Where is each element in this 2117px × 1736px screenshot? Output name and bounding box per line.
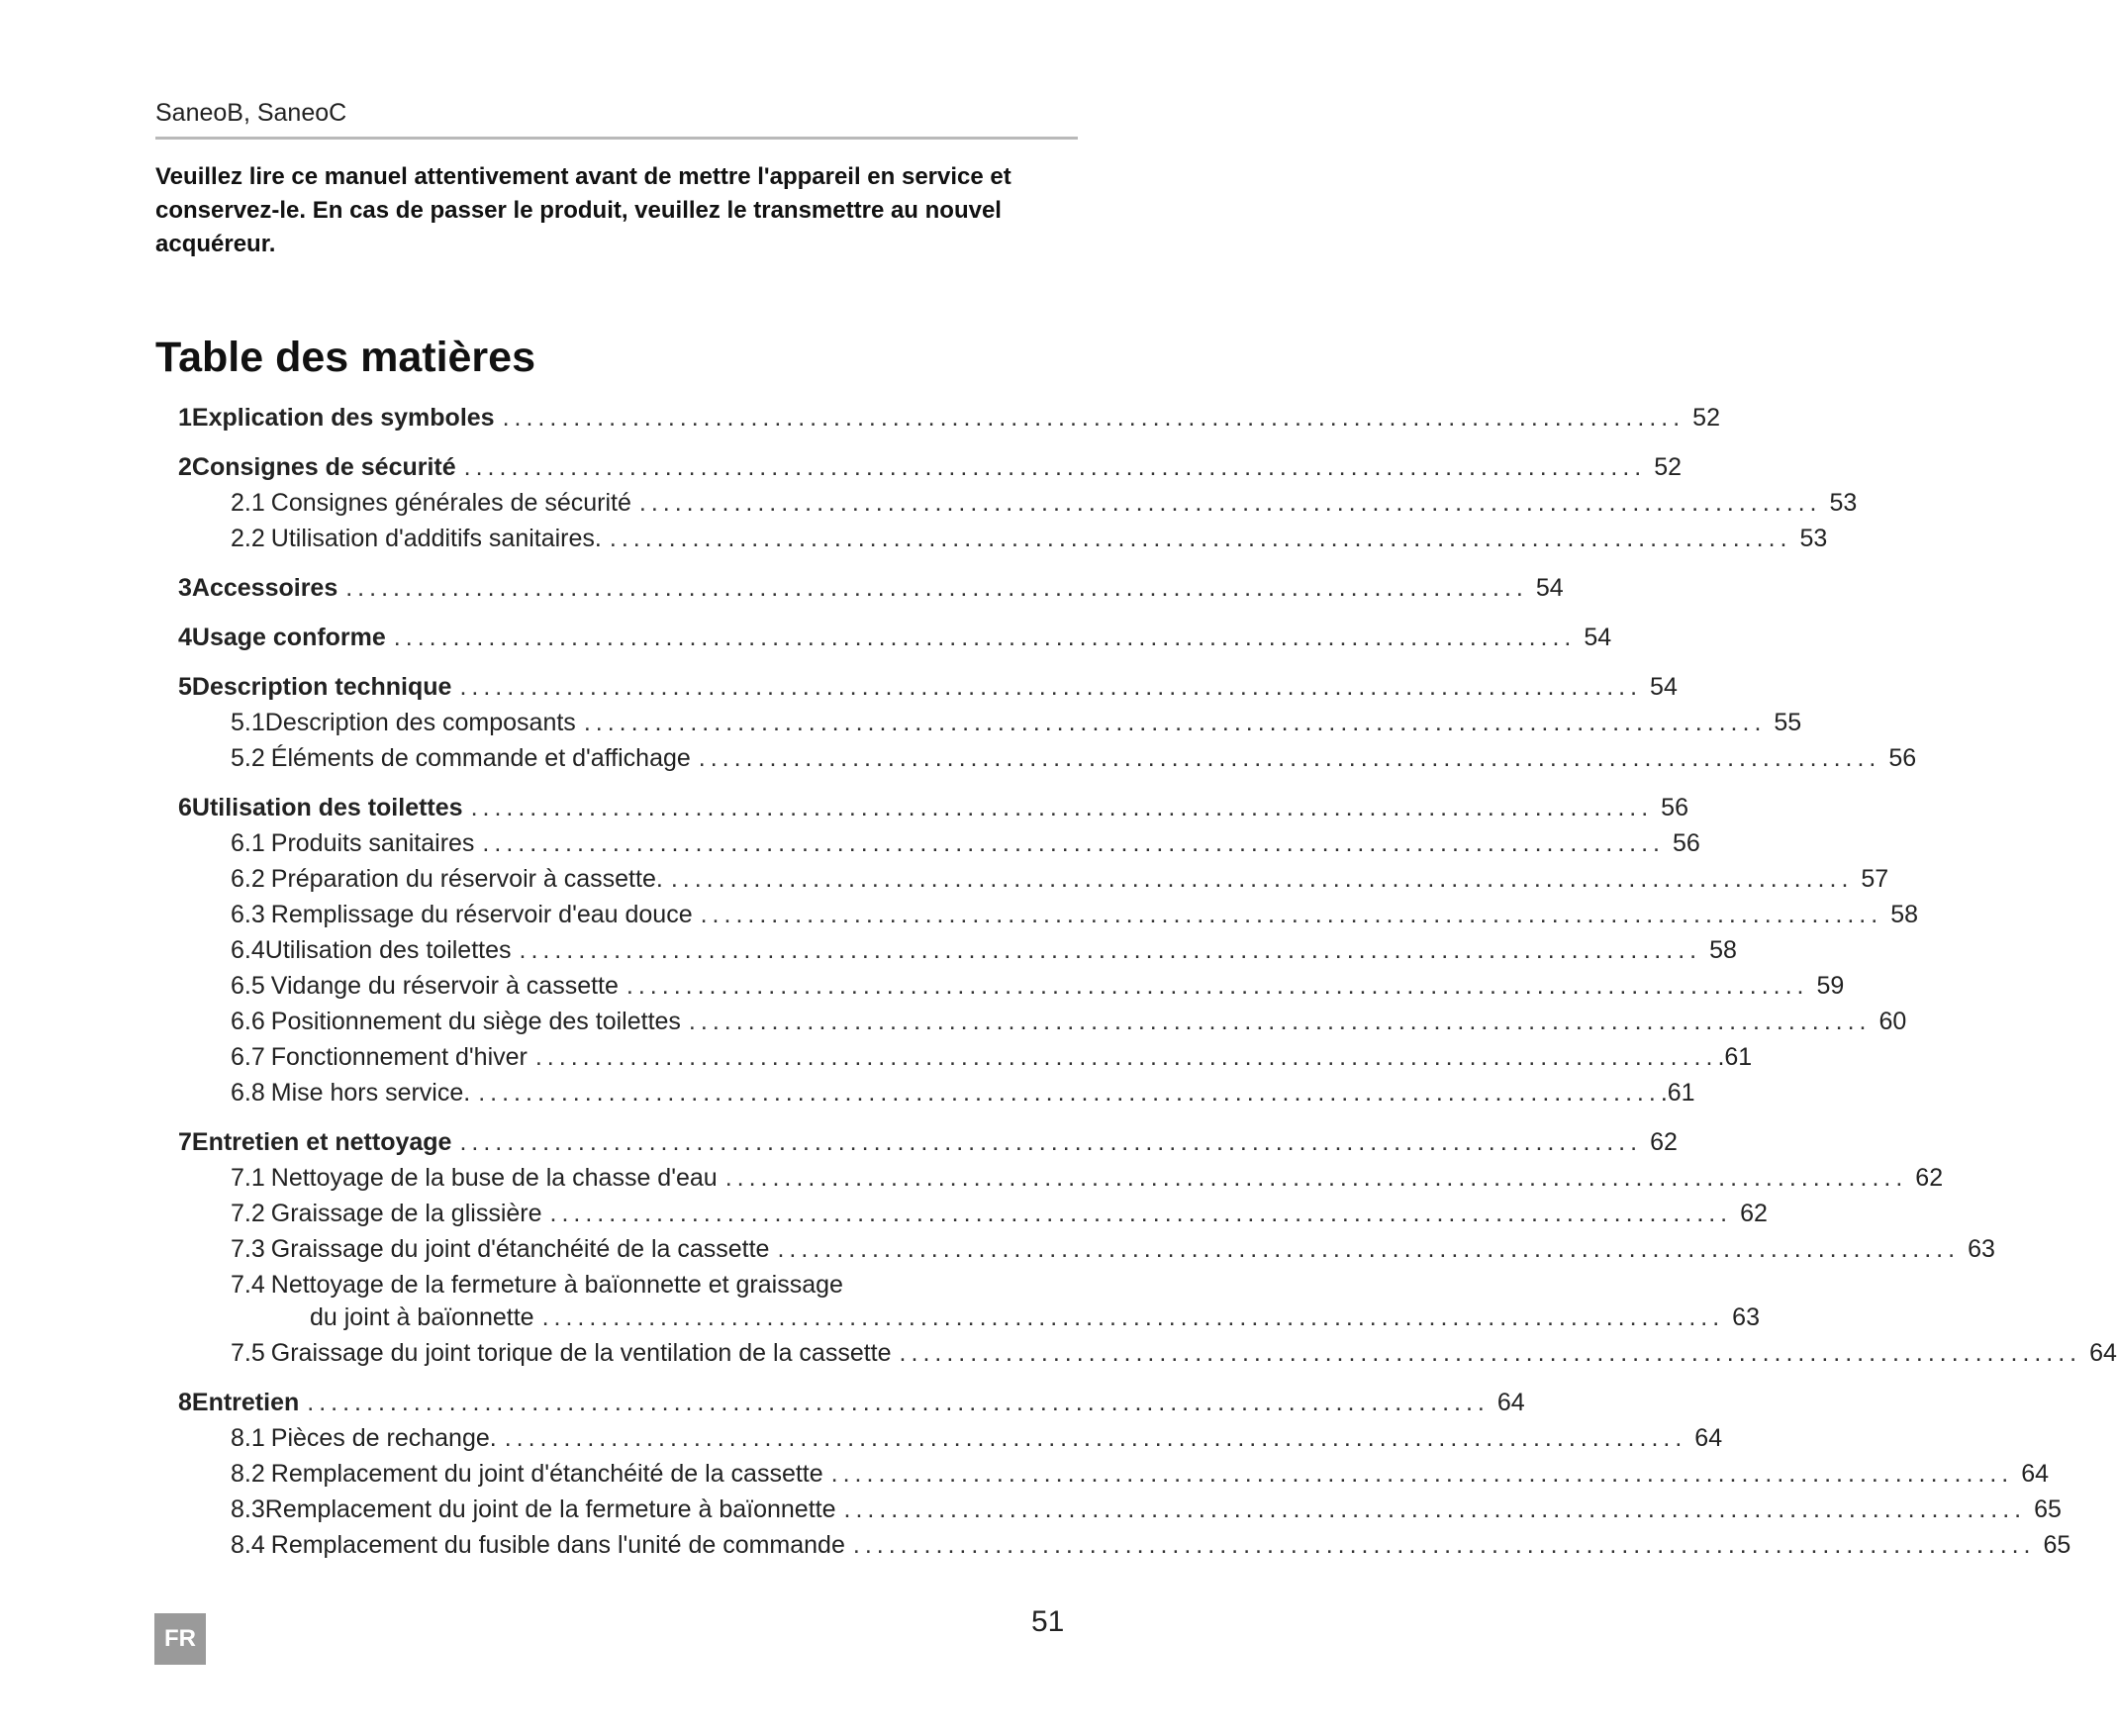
toc-section-8-1[interactable] [231, 1424, 1723, 1453]
toc-section-7-3[interactable] [231, 1235, 1995, 1264]
toc-leader: .................................................................................................... [541, 1303, 1725, 1331]
toc-section-number: 6.6 [231, 1008, 265, 1035]
toc-chapter-3[interactable] [178, 574, 1564, 603]
toc-leader: .................................................................................................... [459, 1128, 1643, 1156]
toc-section-number: 7.3 [231, 1235, 265, 1263]
toc-chapter-title: Explication des symboles [191, 404, 495, 432]
toc-section-title: Fonctionnement d'hiver [270, 1043, 528, 1071]
product-name: SaneoB, SaneoC [155, 99, 347, 127]
toc-section-6-2[interactable] [231, 865, 1889, 894]
toc-page-number: 64 [2089, 1339, 2117, 1367]
toc-leader: .................................................................................................... [777, 1235, 1961, 1263]
toc-section-5-2[interactable] [231, 744, 1917, 773]
toc-chapter-5[interactable] [178, 673, 1678, 702]
toc-section-number: 5.2 [231, 744, 265, 772]
toc-section-title: Utilisation des toilettes [264, 936, 512, 964]
toc-leader: .................................................................................................... [724, 1164, 1908, 1192]
toc-section-number: 6.7 [231, 1043, 265, 1071]
toc-section-7-4-continued[interactable] [310, 1303, 1760, 1332]
toc-section-title: Positionnement du siège des toilettes [270, 1008, 681, 1035]
toc-section-number: 8.4 [231, 1531, 265, 1559]
toc-section-title: Remplacement du joint de la fermeture à baïonnette [264, 1495, 836, 1523]
toc-page-number: 56 [1673, 829, 1700, 857]
toc-section-number: 8.3 [231, 1495, 265, 1523]
toc-section-number: 7.2 [231, 1200, 265, 1227]
toc-chapter-title: Consignes de sécurité [191, 453, 456, 481]
toc-section-7-4[interactable] [231, 1271, 1079, 1300]
toc-section-number: 6.5 [231, 972, 265, 1000]
toc-section-title: Pièces de rechange. [270, 1424, 497, 1452]
toc-leader: .................................................................................................... [549, 1200, 1733, 1227]
toc-page-number: 58 [1890, 901, 1919, 928]
toc-section-number: 2.2 [231, 525, 265, 552]
toc-section-title: Éléments de commande et d'affichage [270, 744, 691, 772]
toc-section-number: 6.1 [231, 829, 265, 857]
toc-section-title: Nettoyage de la fermeture à baïonnette et graissage [270, 1271, 843, 1299]
toc-section-number: 7.1 [231, 1164, 265, 1192]
toc-section-6-7[interactable] [231, 1043, 1753, 1072]
toc-page-number: 54 [1535, 574, 1564, 602]
toc-page-number: 59 [1816, 972, 1845, 1000]
toc-section-title: Consignes générales de sécurité [270, 489, 631, 517]
header-divider [155, 137, 1078, 140]
toc-section-title: Description des composants [264, 709, 576, 736]
toc-chapter-title: Entretien [191, 1389, 300, 1416]
toc-chapter-number: 4 [178, 624, 192, 651]
toc-section-number: 8.1 [231, 1424, 265, 1452]
toc-page-number: 64 [2021, 1460, 2050, 1488]
toc-section-title: Remplissage du réservoir d'eau douce [270, 901, 693, 928]
toc-section-title: Graissage du joint torique de la ventilation de la cassette [270, 1339, 892, 1367]
toc-chapter-title: Entretien et nettoyage [191, 1128, 452, 1156]
toc-section-7-5[interactable] [231, 1339, 2117, 1368]
toc-leader: .................................................................................................... [519, 936, 1702, 964]
toc-chapter-number: 7 [178, 1128, 192, 1156]
toc-leader: .................................................................................................... [345, 574, 1528, 602]
toc-section-number: 6.8 [231, 1079, 265, 1107]
toc-leader: .................................................................................................... [698, 744, 1881, 772]
toc-page-number: 64 [1694, 1424, 1723, 1452]
toc-page-number: 62 [1740, 1200, 1768, 1227]
toc-section-6-8[interactable] [231, 1079, 1695, 1108]
toc-chapter-number: 2 [178, 453, 192, 481]
toc-section-8-4[interactable] [231, 1531, 2071, 1560]
toc-leader: .................................................................................................... [830, 1460, 2014, 1488]
toc-section-title: Graissage du joint d'étanchéité de la cassette [270, 1235, 770, 1263]
toc-chapter-6[interactable] [178, 794, 1688, 822]
toc-page-number: 52 [1692, 404, 1720, 432]
toc-page-number: 62 [1915, 1164, 1944, 1192]
toc-page-number: 54 [1650, 673, 1678, 701]
toc-section-6-6[interactable] [231, 1008, 1907, 1036]
toc-section-number: 6.4 [231, 936, 265, 964]
toc-section-6-1[interactable] [231, 829, 1700, 858]
toc-section-title: Produits sanitaires [270, 829, 475, 857]
toc-chapter-7[interactable] [178, 1128, 1678, 1157]
toc-chapter-8[interactable] [178, 1389, 1525, 1417]
toc-page-number: 56 [1661, 794, 1688, 821]
toc-page-number: 54 [1584, 624, 1612, 651]
toc-leader: .................................................................................................... [609, 525, 1792, 552]
toc-page-number: 65 [2034, 1495, 2062, 1523]
toc-chapter-number: 8 [178, 1389, 192, 1416]
toc-chapter-2[interactable] [178, 453, 1683, 482]
toc-section-title: Utilisation d'additifs sanitaires. [270, 525, 602, 552]
toc-page-number: 53 [1829, 489, 1858, 517]
toc-section-2-1[interactable] [231, 489, 1858, 518]
toc-leader: .................................................................................................... [638, 489, 1822, 517]
toc-section-number: 7.5 [231, 1339, 265, 1367]
toc-leader: .................................................................................................... [688, 1008, 1872, 1035]
toc-leader: .................................................................................................... [843, 1495, 2027, 1523]
toc-section-number: 2.1 [231, 489, 265, 517]
toc-chapter-1[interactable] [178, 404, 1720, 433]
toc-section-2-2[interactable] [231, 525, 1828, 553]
page-number: 51 [1031, 1605, 1065, 1638]
toc-leader: .................................................................................................... [504, 1424, 1687, 1452]
toc-chapter-title: Accessoires [191, 574, 338, 602]
toc-page-number: 63 [1968, 1235, 1995, 1263]
toc-page-number: 55 [1774, 709, 1802, 736]
toc-section-title: Graissage de la glissière [270, 1200, 542, 1227]
toc-section-number: 7.4 [231, 1271, 265, 1299]
toc-page-number: 60 [1878, 1008, 1907, 1035]
toc-leader: .................................................................................................... [670, 865, 1854, 893]
toc-page-number: 65 [2043, 1531, 2071, 1559]
toc-section-8-2[interactable] [231, 1460, 2050, 1489]
toc-section-7-2[interactable] [231, 1200, 1768, 1228]
toc-page-number: 58 [1709, 936, 1737, 964]
toc-leader: .................................................................................................... [534, 1043, 1718, 1071]
toc-leader: .................................................................................................... [459, 673, 1643, 701]
toc-page-number: 63 [1732, 1303, 1760, 1331]
toc-page-number: 56 [1888, 744, 1917, 772]
toc-chapter-title: Usage conforme [191, 624, 386, 651]
toc-section-title: Mise hors service. [270, 1079, 471, 1107]
toc-leader: .................................................................................................... [470, 794, 1654, 821]
toc-section-number: 6.2 [231, 865, 265, 893]
toc-leader: .................................................................................................... [482, 829, 1666, 857]
toc-section-title: Préparation du réservoir à cassette. [270, 865, 663, 893]
toc-leader: .................................................................................................... [899, 1339, 2082, 1367]
toc-page-number: 64 [1496, 1389, 1525, 1416]
toc-chapter-number: 1 [178, 404, 192, 432]
toc-section-7-1[interactable] [231, 1164, 1944, 1193]
toc-leader: .................................................................................................... [502, 404, 1685, 432]
toc-section-number: 8.2 [231, 1460, 265, 1488]
toc-page-number: .61 [1660, 1079, 1695, 1107]
toc-section-8-3[interactable] [231, 1495, 2062, 1524]
toc-chapter-title: Utilisation des toilettes [191, 794, 463, 821]
toc-section-6-4[interactable] [231, 936, 1737, 965]
toc-chapter-number: 6 [178, 794, 192, 821]
toc-leader: .................................................................................................... [583, 709, 1767, 736]
toc-leader: .................................................................................................... [393, 624, 1577, 651]
toc-section-6-3[interactable] [231, 901, 1919, 929]
toc-chapter-title: Description technique [191, 673, 452, 701]
toc-chapter-number: 3 [178, 574, 192, 602]
toc-section-number: 5.1 [231, 709, 265, 736]
toc-leader: .................................................................................................... [625, 972, 1809, 1000]
toc-title: Table des matières [155, 334, 535, 381]
toc-page-number: .61 [1717, 1043, 1753, 1071]
toc-page-number: 62 [1650, 1128, 1678, 1156]
language-badge: FR [154, 1613, 206, 1665]
toc-leader: .................................................................................................... [700, 901, 1883, 928]
toc-leader: .................................................................................................... [852, 1531, 2036, 1559]
toc-chapter-number: 5 [178, 673, 192, 701]
toc-section-title-continued: du joint à baïonnette [310, 1303, 534, 1331]
toc-section-title: Remplacement du fusible dans l'unité de commande [270, 1531, 845, 1559]
toc-section-6-5[interactable] [231, 972, 1845, 1001]
toc-leader: .................................................................................................... [463, 453, 1647, 481]
toc-page-number: 57 [1861, 865, 1889, 893]
toc-section-title: Nettoyage de la buse de la chasse d'eau [270, 1164, 718, 1192]
toc-section-title: Vidange du réservoir à cassette [270, 972, 619, 1000]
toc-page-number: 53 [1799, 525, 1828, 552]
toc-section-5-1[interactable] [231, 709, 1802, 737]
intro-notice: Veuillez lire ce manuel attentivement avant de mettre l'appareil en service et conservez-le. En cas de passer le produit, veuillez le transmettre au nouvel acquéreur. [155, 163, 1011, 257]
toc-leader: .................................................................................................... [307, 1389, 1490, 1416]
toc-section-title: Remplacement du joint d'étanchéité de la cassette [270, 1460, 823, 1488]
toc-section-number: 6.3 [231, 901, 265, 928]
toc-chapter-4[interactable] [178, 624, 1612, 652]
toc-page-number: 52 [1654, 453, 1683, 481]
toc-leader: .................................................................................................... [478, 1079, 1661, 1107]
